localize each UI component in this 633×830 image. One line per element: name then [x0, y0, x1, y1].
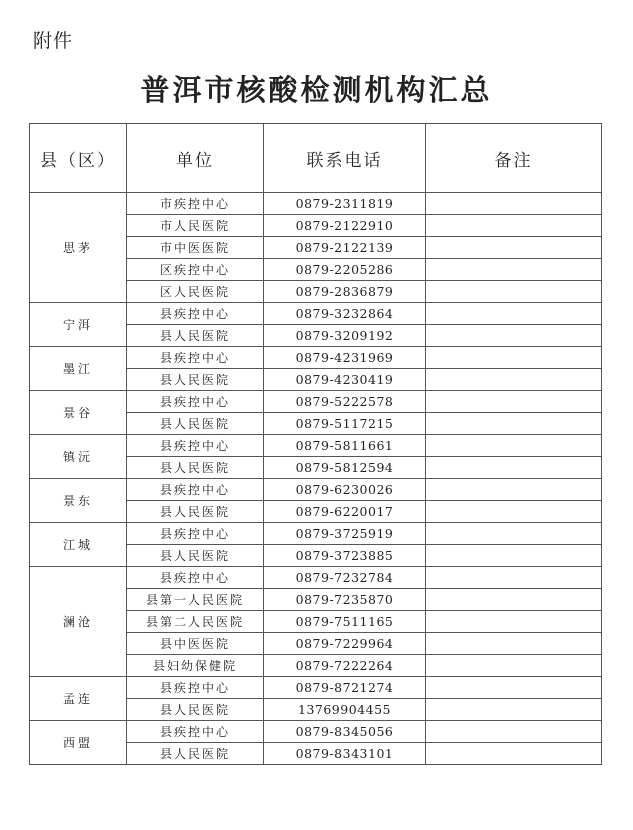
unit-cell: 县疾控中心	[127, 677, 264, 699]
phone-cell: 0879-7222264	[264, 655, 426, 677]
note-cell	[426, 743, 602, 765]
header-row	[30, 124, 602, 193]
unit-cell: 县疾控中心	[127, 567, 264, 589]
note-cell	[426, 259, 602, 281]
table-row	[30, 391, 602, 413]
note-cell	[426, 633, 602, 655]
phone-cell: 0879-3232864	[264, 303, 426, 325]
unit-cell: 县人民医院	[127, 545, 264, 567]
table-row	[30, 435, 602, 457]
header-unit: 单位	[127, 124, 264, 193]
unit-cell: 县疾控中心	[127, 435, 264, 457]
county-cell: 镇沅	[30, 435, 127, 479]
table-row	[30, 193, 602, 215]
unit-cell: 县人民医院	[127, 369, 264, 391]
note-cell	[426, 677, 602, 699]
unit-cell: 县疾控中心	[127, 479, 264, 501]
phone-cell: 0879-2122910	[264, 215, 426, 237]
note-cell	[426, 193, 602, 215]
note-cell	[426, 699, 602, 721]
unit-cell: 市中医医院	[127, 237, 264, 259]
phone-cell: 0879-2311819	[264, 193, 426, 215]
unit-cell: 县疾控中心	[127, 523, 264, 545]
phone-cell: 0879-5812594	[264, 457, 426, 479]
phone-cell: 0879-8345056	[264, 721, 426, 743]
phone-cell: 0879-6230026	[264, 479, 426, 501]
note-cell	[426, 391, 602, 413]
phone-cell: 0879-7229964	[264, 633, 426, 655]
note-cell	[426, 281, 602, 303]
phone-cell: 0879-3209192	[264, 325, 426, 347]
unit-cell: 县疾控中心	[127, 391, 264, 413]
county-cell: 景谷	[30, 391, 127, 435]
county-cell: 西盟	[30, 721, 127, 765]
county-cell: 宁洱	[30, 303, 127, 347]
table-row	[30, 523, 602, 545]
table-row	[30, 303, 602, 325]
institution-table	[29, 123, 602, 765]
table-header	[30, 124, 602, 193]
note-cell	[426, 523, 602, 545]
note-cell	[426, 457, 602, 479]
unit-cell: 市人民医院	[127, 215, 264, 237]
header-phone: 联系电话	[264, 124, 426, 193]
header-county: 县（区）	[30, 124, 127, 193]
phone-cell: 0879-7511165	[264, 611, 426, 633]
phone-cell: 0879-7232784	[264, 567, 426, 589]
county-cell: 江城	[30, 523, 127, 567]
phone-cell: 0879-8721274	[264, 677, 426, 699]
note-cell	[426, 325, 602, 347]
note-cell	[426, 589, 602, 611]
phone-cell: 0879-7235870	[264, 589, 426, 611]
page-title: 普洱市核酸检测机构汇总	[140, 73, 493, 107]
phone-cell: 0879-6220017	[264, 501, 426, 523]
table-body	[30, 193, 602, 765]
note-cell	[426, 435, 602, 457]
phone-cell: 0879-4230419	[264, 369, 426, 391]
unit-cell: 县疾控中心	[127, 303, 264, 325]
table-row	[30, 347, 602, 369]
phone-cell: 0879-3725919	[264, 523, 426, 545]
phone-cell: 0879-5222578	[264, 391, 426, 413]
note-cell	[426, 303, 602, 325]
note-cell	[426, 479, 602, 501]
unit-cell: 县人民医院	[127, 743, 264, 765]
table-row	[30, 677, 602, 699]
unit-cell: 市疾控中心	[127, 193, 264, 215]
unit-cell: 区疾控中心	[127, 259, 264, 281]
note-cell	[426, 347, 602, 369]
unit-cell: 县人民医院	[127, 457, 264, 479]
note-cell	[426, 611, 602, 633]
phone-cell: 0879-5117215	[264, 413, 426, 435]
unit-cell: 县人民医院	[127, 413, 264, 435]
note-cell	[426, 215, 602, 237]
county-cell: 思茅	[30, 193, 127, 303]
attachment-label: 附件	[33, 30, 74, 52]
unit-cell: 区人民医院	[127, 281, 264, 303]
unit-cell: 县人民医院	[127, 325, 264, 347]
table-row	[30, 721, 602, 743]
note-cell	[426, 545, 602, 567]
unit-cell: 县第二人民医院	[127, 611, 264, 633]
table-row	[30, 567, 602, 589]
note-cell	[426, 237, 602, 259]
phone-cell: 13769904455	[264, 699, 426, 721]
county-cell: 孟连	[30, 677, 127, 721]
note-cell	[426, 721, 602, 743]
county-cell: 景东	[30, 479, 127, 523]
unit-cell: 县第一人民医院	[127, 589, 264, 611]
county-cell: 澜沧	[30, 567, 127, 677]
note-cell	[426, 501, 602, 523]
phone-cell: 0879-8343101	[264, 743, 426, 765]
phone-cell: 0879-4231969	[264, 347, 426, 369]
table-row	[30, 479, 602, 501]
unit-cell: 县妇幼保健院	[127, 655, 264, 677]
phone-cell: 0879-2205286	[264, 259, 426, 281]
unit-cell: 县疾控中心	[127, 721, 264, 743]
phone-cell: 0879-2836879	[264, 281, 426, 303]
note-cell	[426, 567, 602, 589]
phone-cell: 0879-2122139	[264, 237, 426, 259]
unit-cell: 县疾控中心	[127, 347, 264, 369]
note-cell	[426, 369, 602, 391]
unit-cell: 县中医医院	[127, 633, 264, 655]
county-cell: 墨江	[30, 347, 127, 391]
unit-cell: 县人民医院	[127, 699, 264, 721]
note-cell	[426, 655, 602, 677]
header-note: 备注	[426, 124, 602, 193]
note-cell	[426, 413, 602, 435]
unit-cell: 县人民医院	[127, 501, 264, 523]
phone-cell: 0879-3723885	[264, 545, 426, 567]
phone-cell: 0879-5811661	[264, 435, 426, 457]
